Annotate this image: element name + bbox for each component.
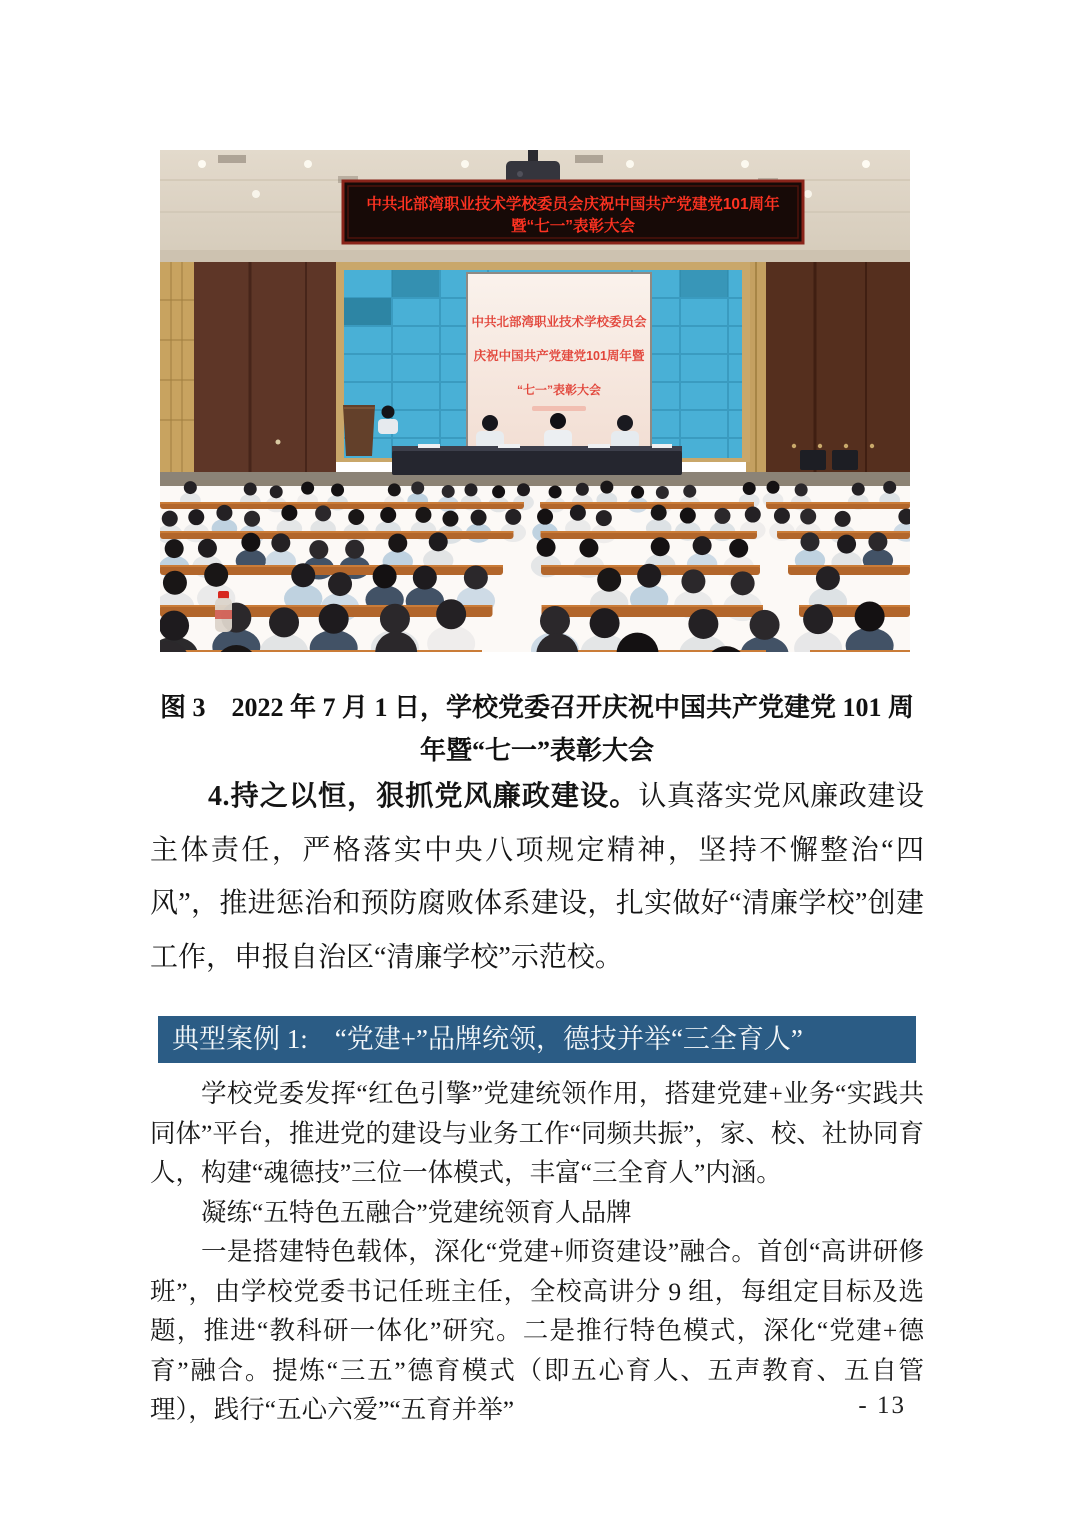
case-paragraph: 凝练“五特色五融合”党建统领育人品牌 [201,1197,632,1227]
conference-photo [160,150,910,652]
case-study-banner: 典型案例 1: “党建+”品牌统领，德技并举“三全育人” [158,1016,916,1063]
led-banner [343,181,803,243]
screen-line3: “七一”表彰大会 [516,383,602,397]
screen-line2: 庆祝中国共产党建党101周年暨 [473,349,645,363]
body-paragraph [150,770,924,984]
page-number: - 13 [858,1392,906,1419]
body-paragraph-rest: 认真落实党风廉政建设主体责任，严格落实中央八项规定精神，坚持不懈整治“四风”，推进惩治和预防腐败体系建设，扎实做好“清廉学校”创建工作，申报自治区“清廉学校”示范校。 [150,781,924,973]
led-banner-line1: 中共北部湾职业技术学校委员会庆祝中国共产党建党101周年 [366,196,780,213]
case-paragraph: 一是搭建特色载体，深化“党建+师资建设”融合。首创“高讲研修班”，由学校党委书记任班主任，全校高讲分 9 组，每组定目标及选题，推进“教科研一体化”研究。二是推行特色模式，深化“党建+德育”融合。提炼“三五”德育模式（即五心育人、五声教育、五自管理），践行“五心六爱”“五育并举” [150,1237,924,1424]
body-paragraph-lead: 4.持之以恒，狠抓党风廉政建设。 [208,781,639,812]
led-banner-line2: 暨“七一”表彰大会 [510,218,636,235]
screen-line1: 中共北部湾职业技术学校委员会 [471,315,647,329]
figure-caption: 图 3 2022 年 7 月 1 日，学校党委召开庆祝中国共产党建党 101 周年暨“七一”表彰大会 [159,693,914,765]
case-paragraph: 学校党委发挥“红色引擎”党建统领作用，搭建党建+业务“实践共同体”平台，推进党的建设与业务工作“同频共振”，家、校、社协同育人，构建“魂德技”三位一体模式，丰富“三全育人”内涵。 [150,1079,924,1187]
case-study-text [150,1074,924,1430]
